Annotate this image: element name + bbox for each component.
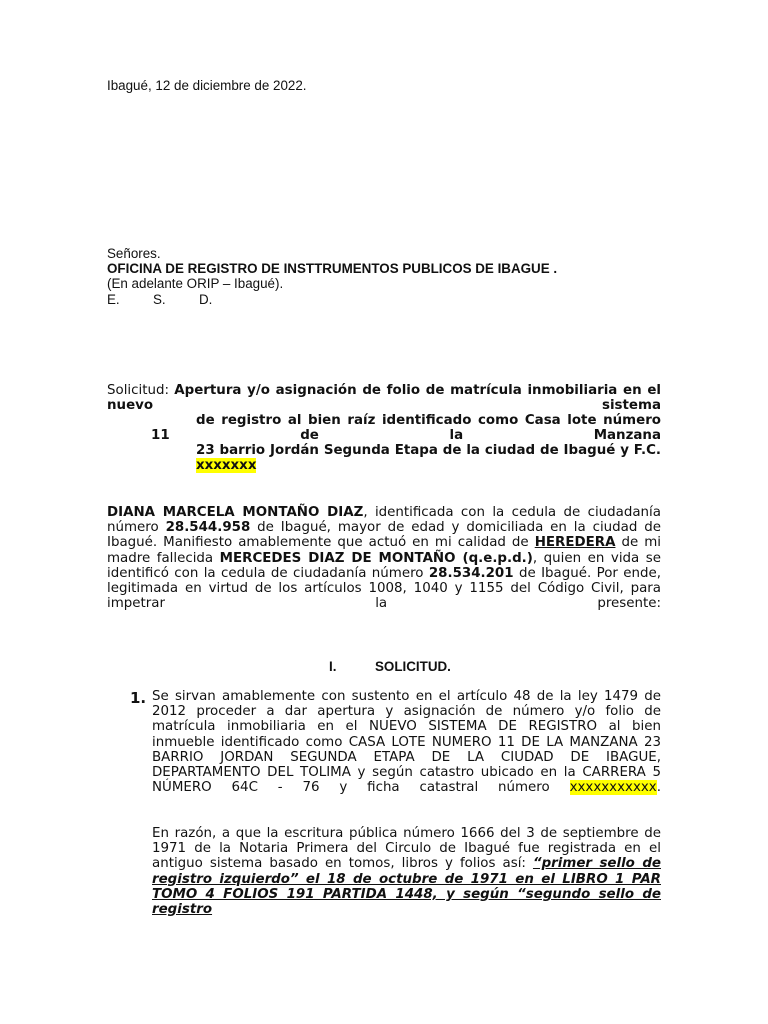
mother-id: 28.534.201 (428, 565, 514, 581)
subject-label: Solicitud: (107, 383, 169, 398)
petitioner-id: 28.544.958 (165, 520, 251, 536)
subject-line-1 (107, 383, 661, 413)
section-heading (329, 659, 451, 674)
esd-d: D. (199, 291, 213, 307)
intro-paragraph (107, 505, 661, 627)
intro-text-5: de Ibagué. Por ende, legitimada en virtud de los artículos 1008, 1040 y 1155 del Código Civil, para impetrar la presente: (107, 565, 661, 612)
subject-line-3 (196, 443, 661, 473)
office-name: OFICINA DE REGISTRO DE INSTTRUMENTOS PUBLICOS DE IBAGUE . (107, 261, 558, 277)
item-1-text (152, 689, 661, 811)
salutation: Señores. (107, 246, 161, 261)
intro-text-3: de mi madre fallecida (107, 535, 661, 566)
subject-placeholder: xxxxxxx (196, 458, 257, 473)
esd-s: S. (153, 291, 166, 307)
reason-paragraph (152, 826, 661, 932)
section-title: SOLICITUD. (375, 659, 451, 674)
date-line: Ibagué, 12 de diciembre de 2022. (107, 78, 307, 93)
subject-block (107, 383, 661, 473)
mother-name: MERCEDES DIAZ DE MONTAÑO (q.e.p.d.) (219, 550, 533, 566)
petitioner-role: HEREDERA (534, 535, 616, 551)
esd-line (107, 292, 661, 307)
office-alias: (En adelante ORIP – Ibagué). (107, 276, 284, 292)
intro-text-4: , quien en vida se identificó con la cedula de ciudadanía número (107, 550, 661, 581)
addressee-block (107, 246, 661, 307)
item-1-body: Se sirvan amablemente con sustento en el artículo 48 de la ley 1479 de 2012 proceder a dar apertura y asignación de número y/o folio de matrícula inmobiliaria en el NUEVO SISTEMA DE REGISTRO al bien inmueble identificado como CASA LOTE NUMERO 11 DE LA MANZANA 23 BARRIO JORDAN SEGUNDA ETAPA DE LA CIUDAD DE IBAGUE, DEPARTAMENTO DEL TOLIMA y según catastro ubicado en la CARRERA 5 NÚMERO 64C - 76 y ficha catastral número (152, 689, 661, 796)
item-1-end: . (656, 780, 661, 796)
intro-text-2: de Ibagué, mayor de edad y domiciliada en la ciudad de Ibagué. Manifiesto amablemente que actuó en mi calidad de (107, 520, 662, 551)
reason-emphasis: “primer sello de registro izquierdo” el 18 de octubre de 1971 en el LIBRO 1 PAR TOMO 4 FOLIOS 191 PARTIDA 1448, y según “segundo sello de registro (152, 856, 661, 918)
subject-line-2 (151, 413, 661, 443)
cadastral-placeholder: xxxxxxxxxxx (569, 780, 657, 796)
subject-text-1: Apertura y/o asignación de folio de matrícula inmobiliaria en el nuevo sistema (107, 383, 661, 413)
petitioner-name: DIANA MARCELA MONTAÑO DIAZ (107, 505, 364, 520)
item-number: 1. (130, 689, 147, 707)
reason-text: En razón, a que la escritura pública número 1666 del 3 de septiembre de 1971 de la Notaria Primera del Circulo de Ibagué fue registrada en el antiguo sistema basado en tomos, libros y folios así: (152, 826, 661, 872)
section-number: I. (329, 659, 337, 674)
esd-e: E. (107, 291, 120, 307)
subject-text-2: de registro al bien raíz identificado como Casa lote número 11 de la Manzana (151, 413, 661, 443)
intro-text-1: , identificada con la cedula de ciudadanía número (107, 505, 661, 536)
subject-text-3: 23 barrio Jordán Segunda Etapa de la ciudad de Ibagué y F.C. (196, 443, 661, 458)
